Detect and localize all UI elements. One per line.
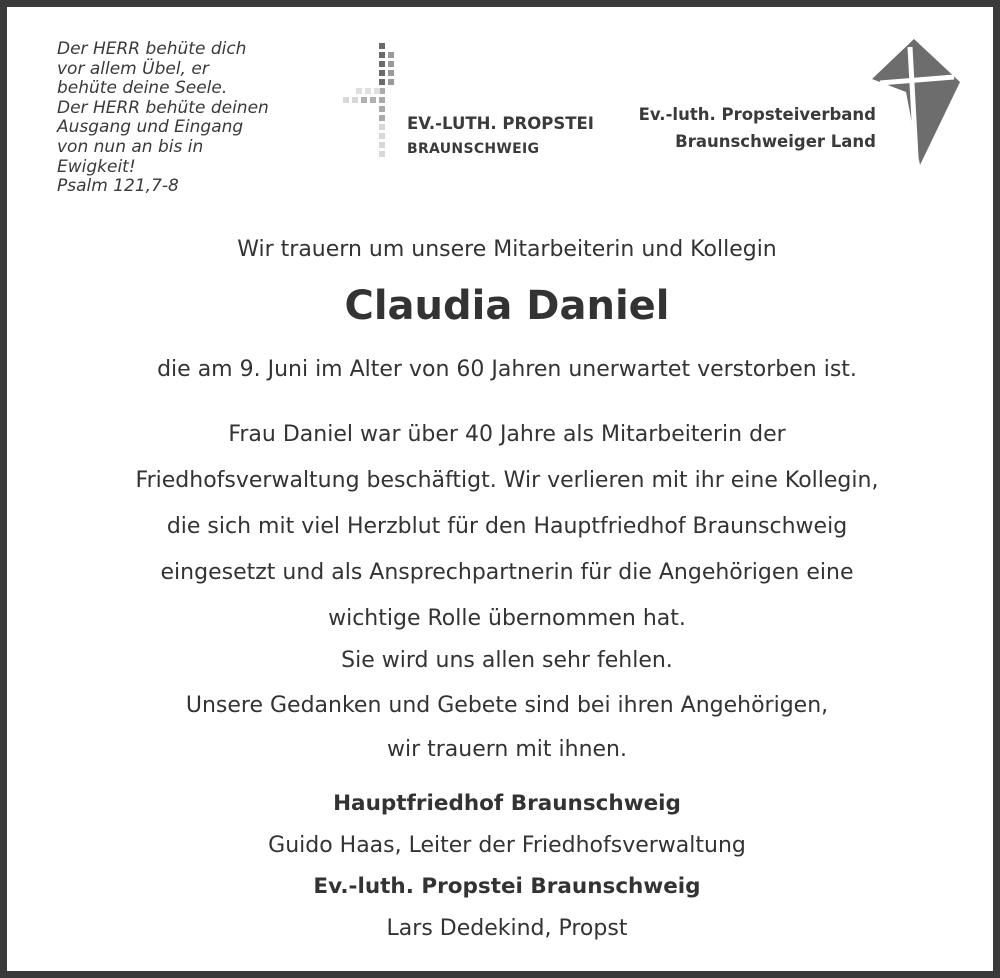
psalm-line: von nun an bis in bbox=[57, 136, 204, 157]
psalm-line: vor allem Übel, er bbox=[57, 58, 209, 79]
psalm-quote bbox=[57, 40, 317, 197]
psalm-line: Ewigkeit! bbox=[57, 156, 136, 177]
propstei-logo-line2: BRAUNSCHWEIG bbox=[407, 141, 540, 157]
psalm-line: behüte deine Seele. bbox=[57, 78, 228, 99]
tribute-line: Frau Daniel war über 40 Jahre als Mitarbeiterin der bbox=[228, 422, 786, 447]
tribute-line: Friedhofsverwaltung beschäftigt. Wir verlieren mit ihr eine Kollegin, bbox=[135, 468, 879, 493]
pixel-cross-icon bbox=[337, 41, 407, 166]
tribute-paragraph bbox=[7, 412, 1000, 642]
tribute-line: wichtige Rolle übernommen hat. bbox=[328, 606, 686, 631]
propsteiverband-logo bbox=[632, 37, 962, 172]
signer-organization: Ev.-luth. Propstei Braunschweig bbox=[313, 874, 701, 899]
psalm-line: Ausgang und Eingang bbox=[57, 117, 244, 138]
tribute-line: die sich mit viel Herzblut für den Hauptfriedhof Braunschweig bbox=[166, 514, 848, 539]
closing-lines bbox=[7, 639, 1000, 773]
signers-block bbox=[7, 783, 1000, 949]
closing-line: wir trauern mit ihnen. bbox=[386, 737, 627, 762]
tribute-line: eingesetzt und als Ansprechpartnerin für die Angehörigen eine bbox=[160, 560, 854, 585]
psalm-line: Der HERR behüte deinen bbox=[57, 97, 269, 118]
psalm-line: Der HERR behüte dich bbox=[57, 39, 247, 59]
closing-line: Unsere Gedanken und Gebete sind bei ihren Angehörigen, bbox=[185, 692, 829, 718]
psalm-reference: Psalm 121,7-8 bbox=[57, 176, 179, 197]
closing-line: Sie wird uns allen sehr fehlen. bbox=[341, 648, 673, 673]
intro-line: Wir trauern um unsere Mitarbeiterin und Kollegin bbox=[237, 237, 777, 262]
death-line: die am 9. Juni im Alter von 60 Jahren unerwartet verstorben ist. bbox=[157, 357, 857, 382]
signer-person: Lars Dedekind, Propst bbox=[386, 915, 628, 941]
deceased-name: Claudia Daniel bbox=[344, 283, 670, 329]
propsteiverband-logo-line1: Ev.-luth. Propsteiverband bbox=[638, 105, 876, 124]
propsteiverband-logo-line2: Braunschweiger Land bbox=[675, 132, 876, 151]
signer-organization: Hauptfriedhof Braunschweig bbox=[333, 791, 681, 816]
signer-person: Guido Haas, Leiter der Friedhofsverwaltung bbox=[268, 832, 746, 858]
propstei-logo bbox=[337, 41, 607, 171]
cross-sail-icon bbox=[870, 37, 962, 167]
propstei-logo-line1: EV.-LUTH. PROPSTEI bbox=[407, 114, 594, 133]
